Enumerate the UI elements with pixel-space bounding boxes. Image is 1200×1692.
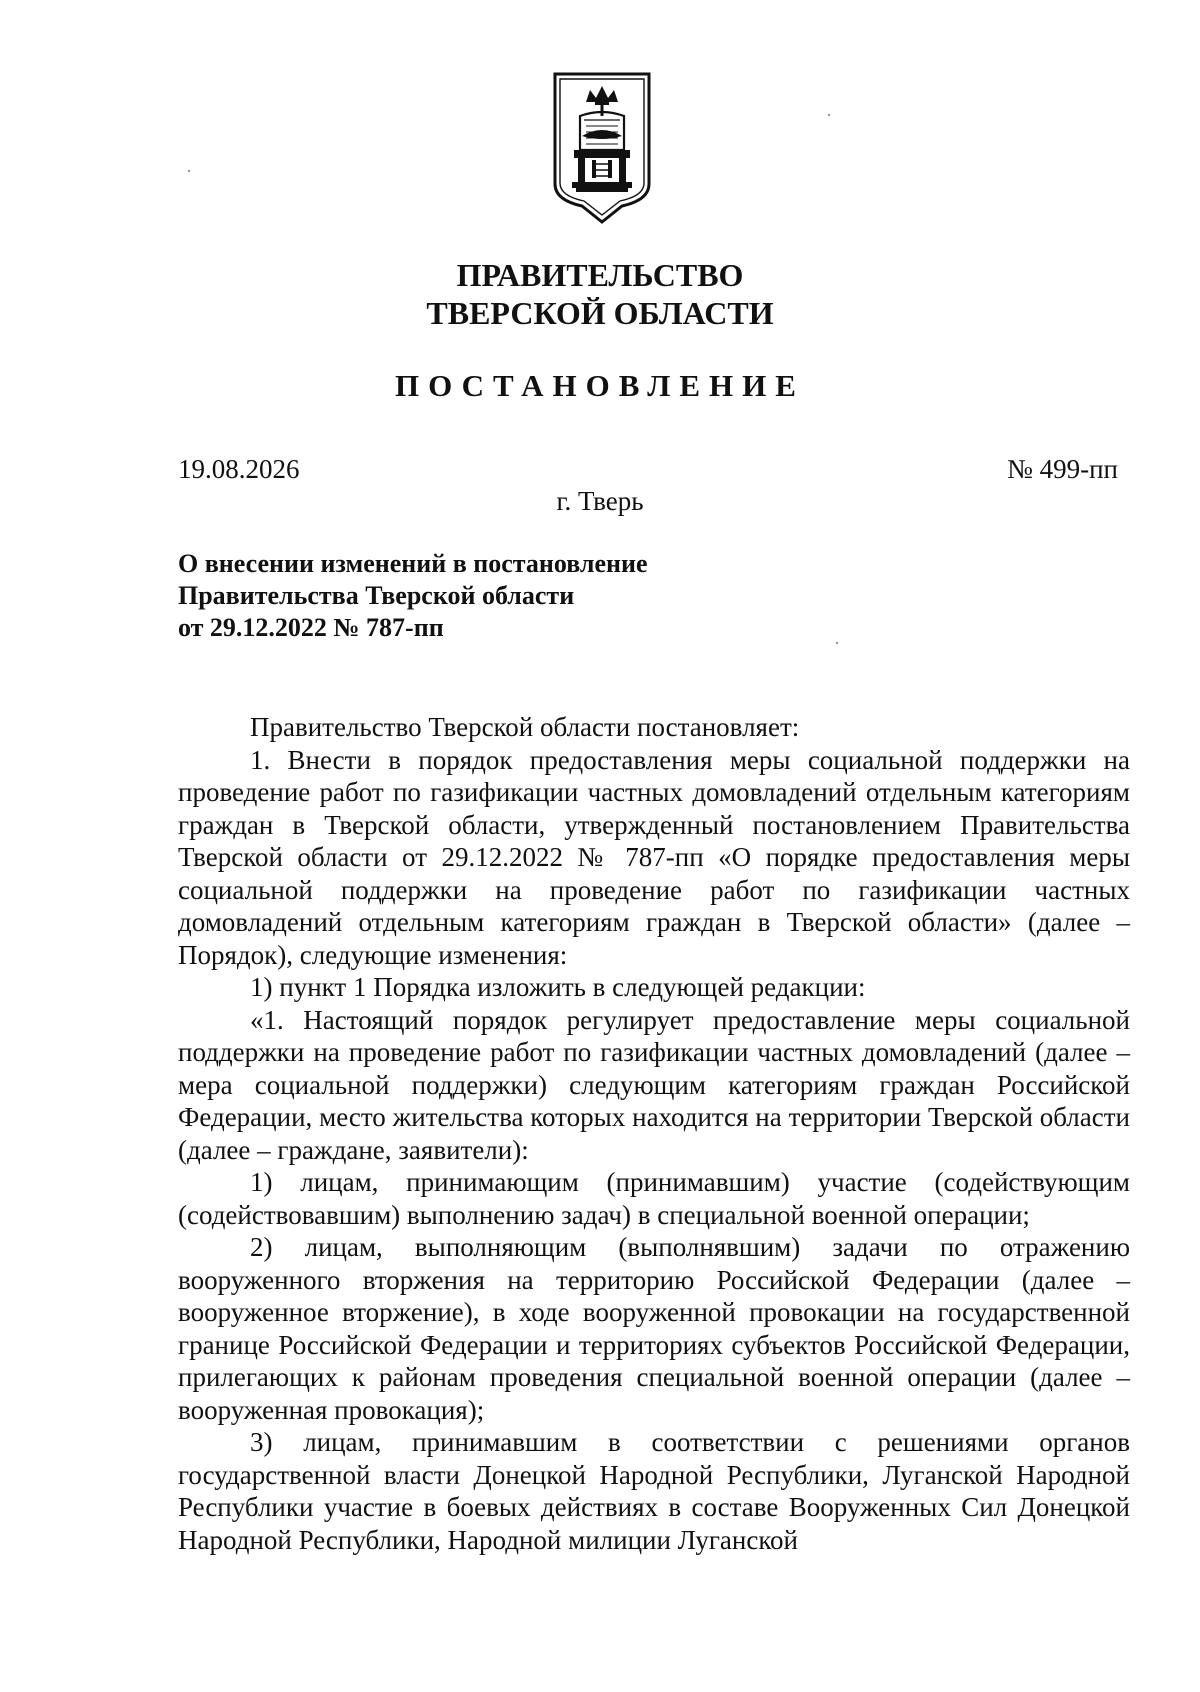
document-number: № 499-пп bbox=[1007, 454, 1118, 484]
body-paragraph: «1. Настоящий порядок регулирует предоставление меры социальной поддержки на проведение работ по газификации частных домовладений (далее – мера социальной поддержки) следующим категориям граждан Российской Федерации, место жительства которых находится на территории Тверской области (далее – граждане, заявители): bbox=[178, 1004, 1130, 1165]
scan-speck bbox=[836, 642, 838, 644]
organization-name bbox=[0, 256, 1200, 332]
title-line-1: О внесении изменений в постановление bbox=[178, 549, 648, 578]
organization-line-2: ТВЕРСКОЙ ОБЛАСТИ bbox=[426, 295, 774, 331]
body-paragraph: 2) лицам, выполняющим (выполнявшим) задачи по отражению вооруженного вторжения на территорию Российской Федерации (далее – вооруженное вторжение), в ходе вооруженной провокации на государственной границе Российской Федерации и территориях субъектов Российской Федерации, прилегающих к районам проведения специальной военной операции (далее – вооруженная провокация); bbox=[178, 1232, 1130, 1425]
tver-coat-of-arms-icon bbox=[552, 72, 652, 224]
document-body bbox=[178, 711, 1130, 1556]
body-paragraph: Правительство Тверской области постановляет: bbox=[250, 712, 800, 742]
document-title bbox=[178, 548, 648, 644]
scan-speck bbox=[828, 114, 830, 116]
body-paragraph: 1. Внести в порядок предоставления меры социальной поддержки на проведение работ по газификации частных домовладений отдельным категориям граждан в Тверской области, утвержденный постановлением Правительства Тверской области от 29.12.2022 № 787-пп «О порядке предоставления меры социальной поддержки на проведение работ по газификации частных домовладений отдельным категориям граждан в Тверской области» (далее – Порядок), следующие изменения: bbox=[178, 744, 1130, 970]
title-line-3: от 29.12.2022 № 787-пп bbox=[178, 613, 444, 642]
organization-line-1: ПРАВИТЕЛЬСТВО bbox=[456, 257, 744, 293]
document-type: ПОСТАНОВЛЕНИЕ bbox=[395, 368, 805, 403]
body-paragraph: 3) лицам, принимавшим в соответствии с решениями органов государственной власти Донецкой Народной Республики, Луганской Народной Республики участие в боевых действиях в составе Вооруженных Сил Донецкой Народной Республики, Народной милиции Луганской bbox=[178, 1427, 1130, 1555]
body-paragraph: 1) лицам, принимающим (принимавшим) участие (содействующим (содействовавшим) выполнению задач) в специальной военной операции; bbox=[178, 1167, 1130, 1230]
scan-speck bbox=[188, 170, 190, 172]
body-paragraph: 1) пункт 1 Порядка изложить в следующей редакции: bbox=[250, 972, 866, 1002]
title-line-2: Правительства Тверской области bbox=[178, 581, 575, 610]
document-date: 19.08.2026 bbox=[178, 454, 300, 484]
document-city: г. Тверь bbox=[556, 486, 644, 516]
